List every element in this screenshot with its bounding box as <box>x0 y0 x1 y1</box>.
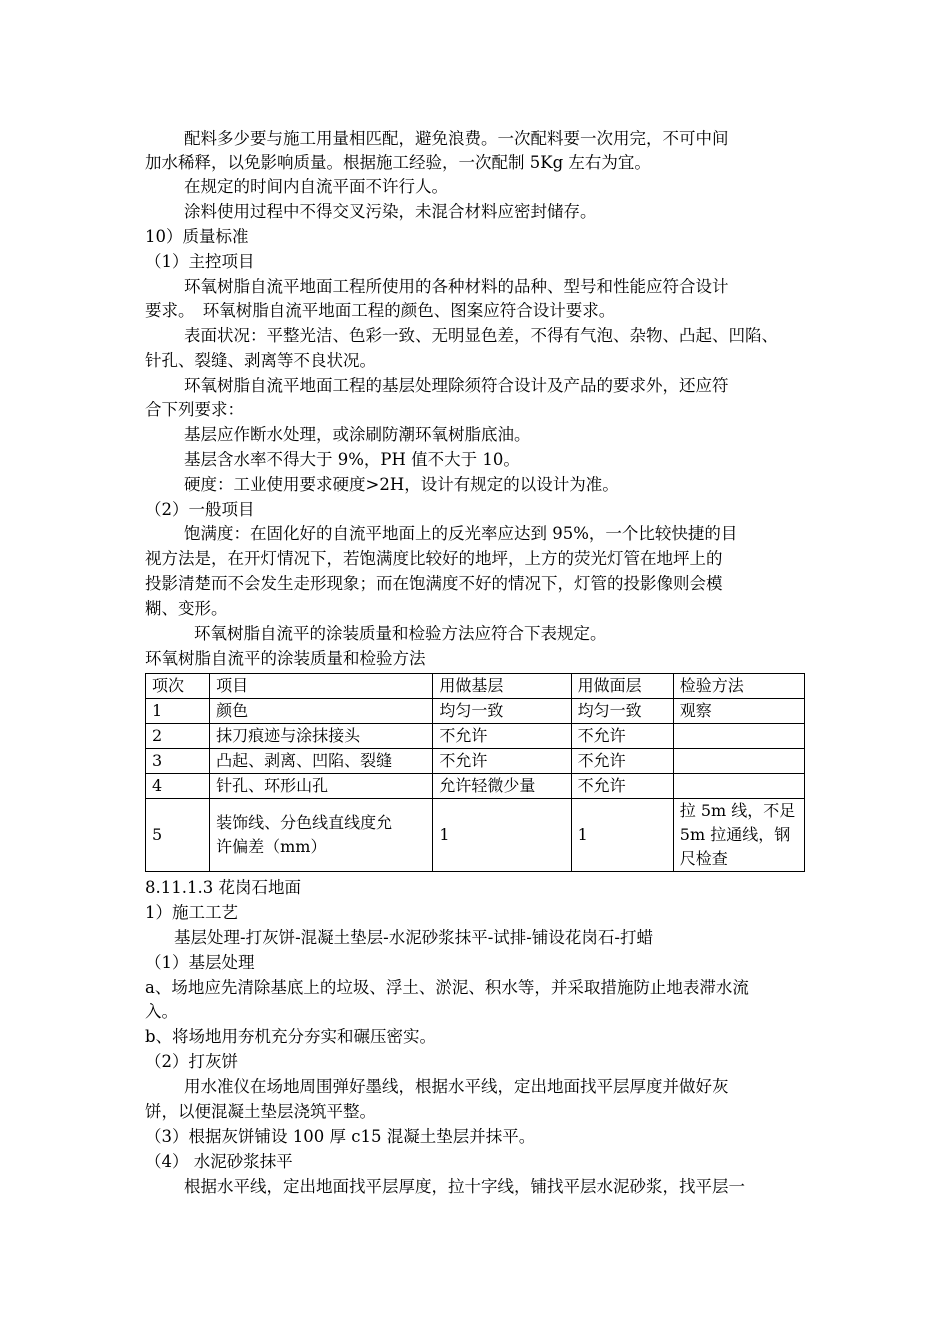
table-cell <box>210 799 433 872</box>
paragraph-mix-1: 配料多少要与施工用量相匹配，避免浪费。一次配料要一次用完，不可中间 <box>184 129 729 148</box>
cell-line: 装饰线、分色线直线度允 <box>216 813 393 832</box>
header-cell: 用做基层 <box>433 674 571 699</box>
paragraph-fullness-2: 视方法是，在开灯情况下，若饱满度比较好的地坪，上方的荧光灯管在地坪上的 <box>145 549 723 568</box>
table-cell <box>673 749 804 774</box>
paragraph-fullness-1: 饱满度：在固化好的自流平地面上的反光率应达到 95%，一个比较快捷的目 <box>184 524 738 543</box>
header-cell: 用做面层 <box>571 674 673 699</box>
table-row <box>146 699 805 724</box>
table-row <box>146 799 805 872</box>
table-cell: 2 <box>146 724 210 749</box>
table-cell: 不允许 <box>571 774 673 799</box>
header-cell: 项目 <box>210 674 433 699</box>
table-cell: 1 <box>433 799 571 872</box>
table-row <box>146 724 805 749</box>
paragraph-surface-1: 表面状况：平整光洁、色彩一致、无明显色差，不得有气泡、杂物、凸起、凹陷、 <box>184 326 778 345</box>
table-cell: 针孔、环形山孔 <box>210 774 433 799</box>
paragraph-waterproof: 基层应作断水处理，或涂刷防潮环氧树脂底油。 <box>184 425 531 444</box>
paragraph-no-walk: 在规定的时间内自流平面不许行人。 <box>184 177 448 196</box>
paragraph-clear-site-2: 入。 <box>145 1002 178 1021</box>
table-cell: 不允许 <box>571 749 673 774</box>
header-cell: 检验方法 <box>673 674 804 699</box>
heading-mortar-leveling: （4） 水泥砂浆抹平 <box>145 1152 293 1171</box>
paragraph-hardness: 硬度：工业使用要求硬度>2H，设计有规定的以设计为准。 <box>184 475 619 494</box>
table-cell: 不允许 <box>433 749 571 774</box>
paragraph-base-1: 环氧树脂自流平地面工程的基层处理除须符合设计及产品的要求外，还应符 <box>184 376 729 395</box>
paragraph-mortar: 根据水平线，定出地面找平层厚度，拉十字线，铺找平层水泥砂浆，找平层一 <box>184 1177 745 1196</box>
heading-granite-floor: 8.11.1.3 花岗石地面 <box>145 878 301 897</box>
paragraph-compact: b、将场地用夯机充分夯实和碾压密实。 <box>145 1027 437 1046</box>
table-cell: 观察 <box>673 699 804 724</box>
cell-line: 尺检查 <box>679 849 728 868</box>
paragraph-contamination: 涂料使用过程中不得交叉污染，未混合材料应密封储存。 <box>184 202 597 221</box>
paragraph-surface-2: 针孔、裂缝、剥离等不良状况。 <box>145 351 376 370</box>
paragraph-moisture: 基层含水率不得大于 9%，PH 值不大于 10。 <box>184 450 520 469</box>
paragraph-fullness-3: 投影清楚而不会发生走形现象；而在饱满度不好的情况下，灯管的投影像则会模 <box>145 574 723 593</box>
table-cell <box>673 724 804 749</box>
paragraph-mix-2: 加水稀释，以免影响质量。根据施工经验，一次配制 5Kg 左右为宜。 <box>145 153 651 172</box>
paragraph-materials-2: 要求。 环氧树脂自流平地面工程的颜色、图案应符合设计要求。 <box>145 301 616 320</box>
table-cell: 抹刀痕迹与涂抹接头 <box>210 724 433 749</box>
cell-line: 许偏差（mm） <box>216 837 327 856</box>
paragraph-level-2: 饼，以便混凝土垫层浇筑平整。 <box>145 1102 376 1121</box>
paragraph-base-2: 合下列要求： <box>145 400 244 419</box>
header-cell: 项次 <box>146 674 210 699</box>
heading-base-treatment: （1）基层处理 <box>145 953 255 972</box>
table-cell <box>673 774 804 799</box>
paragraph-level-1: 用水准仪在场地周围弹好墨线，根据水平线，定出地面找平层厚度并做好灰 <box>184 1077 729 1096</box>
table-cell: 允许轻微少量 <box>433 774 571 799</box>
table-row <box>146 749 805 774</box>
paragraph-table-intro: 环氧树脂自流平的涂装质量和检验方法应符合下表规定。 <box>194 624 607 643</box>
table-cell: 颜色 <box>210 699 433 724</box>
table-cell: 1 <box>571 799 673 872</box>
cell-line: 5m 拉通线，钢 <box>679 825 791 844</box>
table-caption: 环氧树脂自流平的涂装质量和检验方法 <box>145 649 426 668</box>
heading-quality-standard: 10）质量标准 <box>145 227 249 246</box>
table-cell: 5 <box>146 799 210 872</box>
paragraph-materials-1: 环氧树脂自流平地面工程所使用的各种材料的品种、型号和性能应符合设计 <box>184 277 729 296</box>
heading-main-items: （1）主控项目 <box>145 252 255 271</box>
table-cell: 不允许 <box>571 724 673 749</box>
table-cell: 3 <box>146 749 210 774</box>
table-cell: 均匀一致 <box>433 699 571 724</box>
table-cell: 凸起、剥离、凹陷、裂缝 <box>210 749 433 774</box>
table-cell <box>673 799 804 872</box>
heading-general-items: （2）一般项目 <box>145 500 255 519</box>
table-cell: 不允许 <box>433 724 571 749</box>
table-cell: 1 <box>146 699 210 724</box>
heading-process: 1）施工工艺 <box>145 903 238 922</box>
paragraph-process-flow: 基层处理-打灰饼-混凝土垫层-水泥砂浆抹平-试排-铺设花岗石-打蜡 <box>174 928 653 947</box>
table-header-row <box>146 674 805 699</box>
table-cell: 均匀一致 <box>571 699 673 724</box>
table-cell: 4 <box>146 774 210 799</box>
cell-line: 拉 5m 线，不足 <box>679 801 796 820</box>
quality-table <box>145 673 805 872</box>
heading-concrete-cushion: （3）根据灰饼铺设 100 厚 c15 混凝土垫层并抹平。 <box>145 1127 536 1146</box>
paragraph-fullness-4: 糊、变形。 <box>145 599 228 618</box>
paragraph-clear-site-1: a、场地应先清除基底上的垃圾、浮土、淤泥、积水等，并采取措施防止地表滞水流 <box>145 978 749 997</box>
table-row <box>146 774 805 799</box>
heading-ash-cake: （2）打灰饼 <box>145 1052 238 1071</box>
